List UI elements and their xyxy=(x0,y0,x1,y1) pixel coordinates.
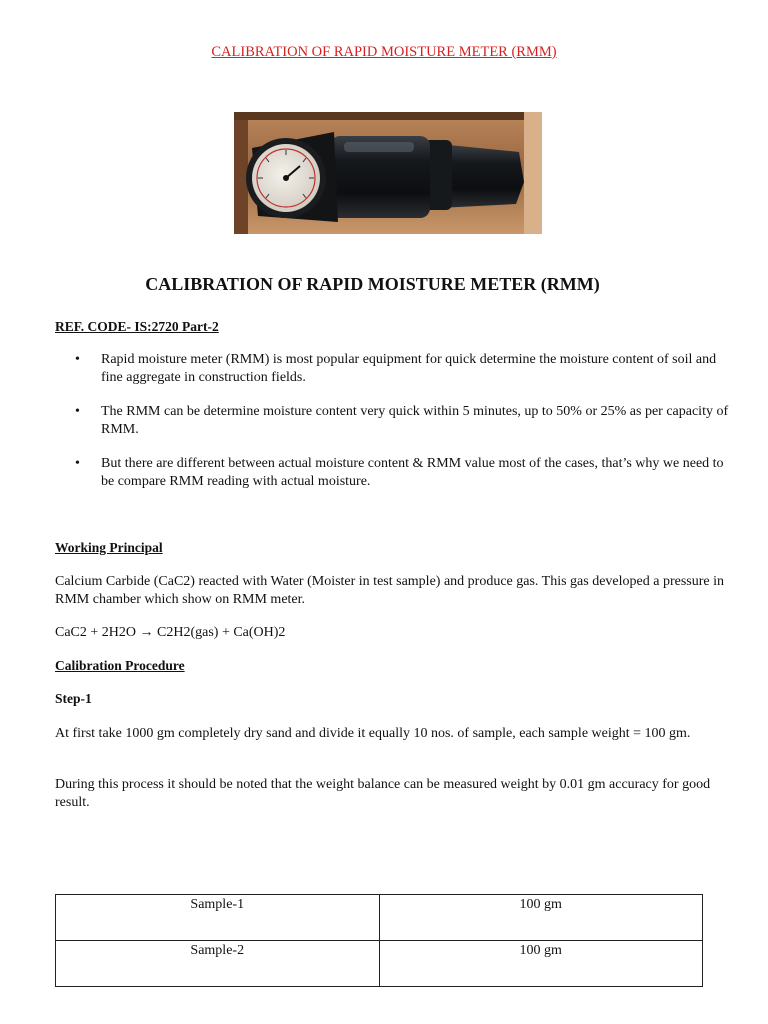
document-title: CALIBRATION OF RAPID MOISTURE METER (RMM) xyxy=(145,274,600,294)
accuracy-note: During this process it should be noted that the weight balance can be measured weight by 0.01 gm accuracy for good result. xyxy=(55,777,711,810)
step-label: Step-1 xyxy=(55,691,92,706)
list-item xyxy=(75,403,731,439)
table-row xyxy=(56,895,703,941)
bullet-icon: • xyxy=(75,404,80,419)
bullet-text: Rapid moisture meter (RMM) is most popular equipment for quick determine the moisture content of soil and fine aggregate in construction fields. xyxy=(101,352,717,385)
rapid-moisture-meter-photo xyxy=(234,112,542,234)
working-principal-heading: Working Principal xyxy=(55,540,163,555)
sample-name-cell: Sample-1 xyxy=(56,895,380,941)
table-row xyxy=(56,941,703,987)
reference-code: REF. CODE- IS:2720 Part-2 xyxy=(55,319,219,334)
bullet-icon: • xyxy=(75,456,80,471)
step-text: At first take 1000 gm completely dry sand and divide it equally 10 nos. of sample, each sample weight = 100 gm. xyxy=(55,726,691,741)
list-item xyxy=(75,455,731,491)
working-principal-text: Calcium Carbide (CaC2) reacted with Water (Moister in test sample) and produce gas. This gas developed a pressure in RMM chamber which show on RMM meter. xyxy=(55,574,724,607)
sample-name-cell: Sample-2 xyxy=(56,941,380,987)
document-header-title: CALIBRATION OF RAPID MOISTURE METER (RMM) xyxy=(211,44,557,60)
chemical-equation: CaC2 + 2H2O → C2H2(gas) + Ca(OH)2 xyxy=(55,625,286,640)
list-item xyxy=(75,351,731,387)
bullet-text: The RMM can be determine moisture content very quick within 5 minutes, up to 50% or 25% as per capacity of RMM. xyxy=(101,404,729,437)
bullet-icon: • xyxy=(75,352,80,367)
samples-table xyxy=(55,894,703,987)
calibration-procedure-heading: Calibration Procedure xyxy=(55,658,185,673)
sample-weight-cell: 100 gm xyxy=(379,895,703,941)
bullet-text: But there are different between actual moisture content & RMM value most of the cases, that’s why we need to be compare RMM reading with actual moisture. xyxy=(101,456,724,489)
sample-weight-cell: 100 gm xyxy=(379,941,703,987)
